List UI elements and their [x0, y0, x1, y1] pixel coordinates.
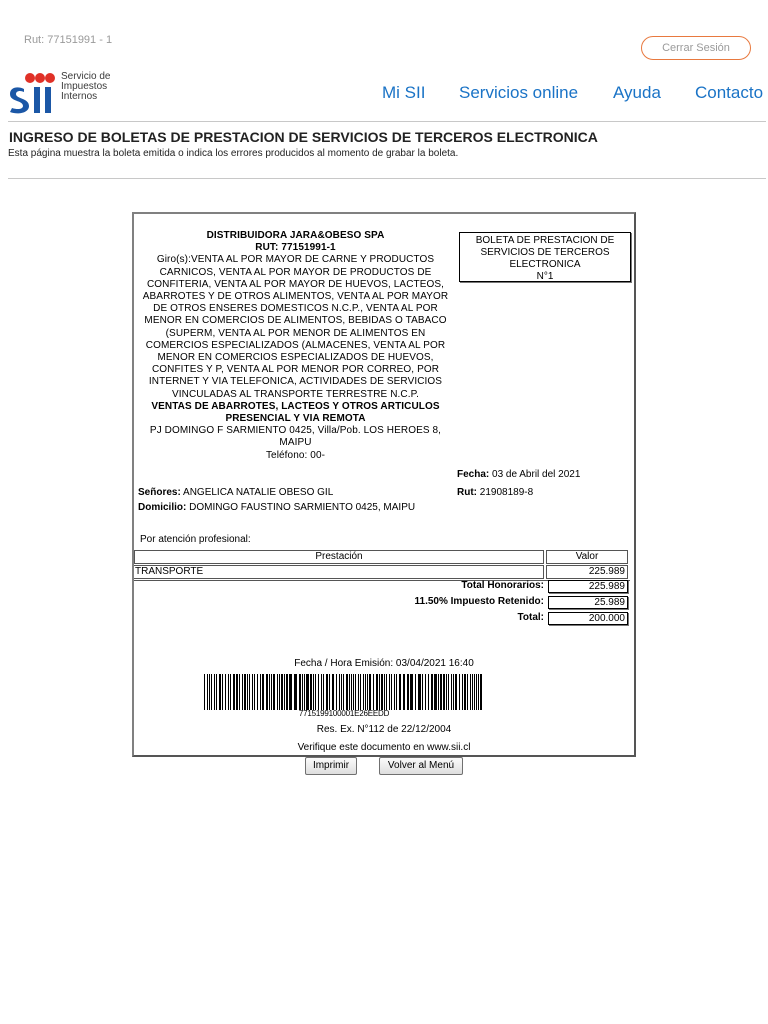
fecha-label: Fecha: [457, 469, 490, 480]
logout-button[interactable]: Cerrar Sesión [641, 36, 751, 60]
company-activity: VENTAS DE ABARROTES, LACTEOS Y OTROS ARTICULOS PRESENCIAL Y VIA REMOTA [151, 400, 440, 425]
verifique-text: Verifique este documento en www.sii.cl [297, 742, 471, 753]
domicilio-value: DOMINGO FAUSTINO SARMIENTO 0425, MAIPU [189, 502, 416, 513]
senores-field [138, 487, 333, 498]
total-honorarios-value: 225.989 [548, 580, 628, 593]
rut-field [457, 487, 533, 498]
resolucion-text: Res. Ex. N°112 de 22/12/2004 [316, 724, 452, 735]
logo-line: Servicio de [61, 71, 111, 82]
company-giro: Giro(s):VENTA AL POR MAYOR DE CARNE Y PRODUCTOS CARNICOS, VENTA AL POR MAYOR DE PRODUCTOS DE CONFITERIA, VENTA AL POR MAYOR DE HUEVOS, LACTEOS, ABARROTES Y DE OTROS ALIMENTOS, VENTA AL POR MAYOR DE OTROS ENSERES DOMESTICOS N.C.P., VENTA AL POR MENOR EN COMERCIOS DE ALIMENTOS, BEBIDAS O TABACO (SUPERM, VENTA AL POR MENOR DE ALIMENTOS EN COMERCIOS ESPECIALIZADOS (ALMACENES, VENTA AL POR MENOR EN COMERCIOS ESPECIALIZADOS DE HUEVOS, CONFITES Y P, VENTA AL POR MENOR POR CORREO, POR INTERNET Y VIA TELEFONICA, ACTIVIDADES DE SERVICIOS VINCULADAS AL TRANSPORTE TERRESTRE N.C.P. [142, 254, 449, 400]
boleta-type-title: BOLETA DE PRESTACION DE SERVICIOS DE TERCEROS ELECTRONICA [475, 235, 615, 270]
senores-label: Señores: [138, 487, 181, 498]
barcode-image [204, 674, 484, 710]
barcode-number: 7715199100001E26EEDD [298, 709, 390, 718]
boleta-document [132, 212, 636, 757]
nav-servicios-online[interactable]: Servicios online [459, 83, 579, 102]
rut-value: 21908189-8 [479, 487, 534, 498]
boleta-type-box [459, 232, 631, 282]
sii-logo[interactable] [8, 72, 118, 114]
nav-ayuda[interactable]: Ayuda [613, 83, 661, 102]
total-value: 200.000 [548, 612, 628, 625]
senores-value: ANGELICA NATALIE OBESO GIL [183, 487, 334, 498]
column-header-valor: Valor [546, 550, 628, 564]
table-cell-prestacion: TRANSPORTE [134, 565, 544, 579]
table-cell-valor: 225.989 [546, 565, 628, 579]
fecha-value: 03 de Abril del 2021 [492, 469, 581, 480]
impuesto-value: 25.989 [548, 596, 628, 609]
company-phone: Teléfono: 00- [265, 449, 326, 461]
domicilio-field [138, 502, 415, 513]
title-divider [8, 178, 766, 179]
column-header-prestacion: Prestación [134, 550, 544, 564]
logo-line: Impuestos [61, 81, 108, 92]
impuesto-label: 11.50% Impuesto Retenido: [414, 596, 544, 607]
nav-contacto[interactable]: Contacto [695, 83, 764, 102]
company-info [138, 230, 453, 462]
fecha-field [457, 469, 580, 480]
sii-logo-icon [8, 72, 58, 114]
atencion-label: Por atención profesional: [140, 534, 251, 545]
volver-menu-button[interactable]: Volver al Menú [379, 757, 463, 775]
total-label: Total: [517, 612, 544, 623]
emision-datetime: Fecha / Hora Emisión: 03/04/2021 16:40 [294, 658, 474, 669]
total-honorarios-label: Total Honorarios: [461, 580, 544, 591]
nav-mi-sii[interactable]: Mi SII [382, 83, 426, 102]
domicilio-label: Domicilio: [138, 502, 187, 513]
rut-label: Rut: [457, 487, 477, 498]
boleta-number: N°1 [536, 271, 554, 282]
page-title: INGRESO DE BOLETAS DE PRESTACION DE SERVICIOS DE TERCEROS ELECTRONICA [9, 129, 598, 145]
page-subtitle: Esta página muestra la boleta emitida o indica los errores producidos al momento de grabar la boleta. [8, 148, 459, 159]
company-name: DISTRIBUIDORA JARA&OBESO SPA [206, 230, 385, 241]
header-divider [8, 121, 766, 122]
user-rut: Rut: 77151991 - 1 [24, 34, 113, 46]
company-rut: RUT: 77151991-1 [255, 242, 336, 254]
imprimir-button[interactable]: Imprimir [305, 757, 357, 775]
logo-line: Internos [61, 91, 98, 102]
logo-text [61, 72, 110, 102]
company-address: PJ DOMINGO F SARMIENTO 0425, Villa/Pob. LOS HEROES 8, MAIPU [149, 425, 442, 449]
